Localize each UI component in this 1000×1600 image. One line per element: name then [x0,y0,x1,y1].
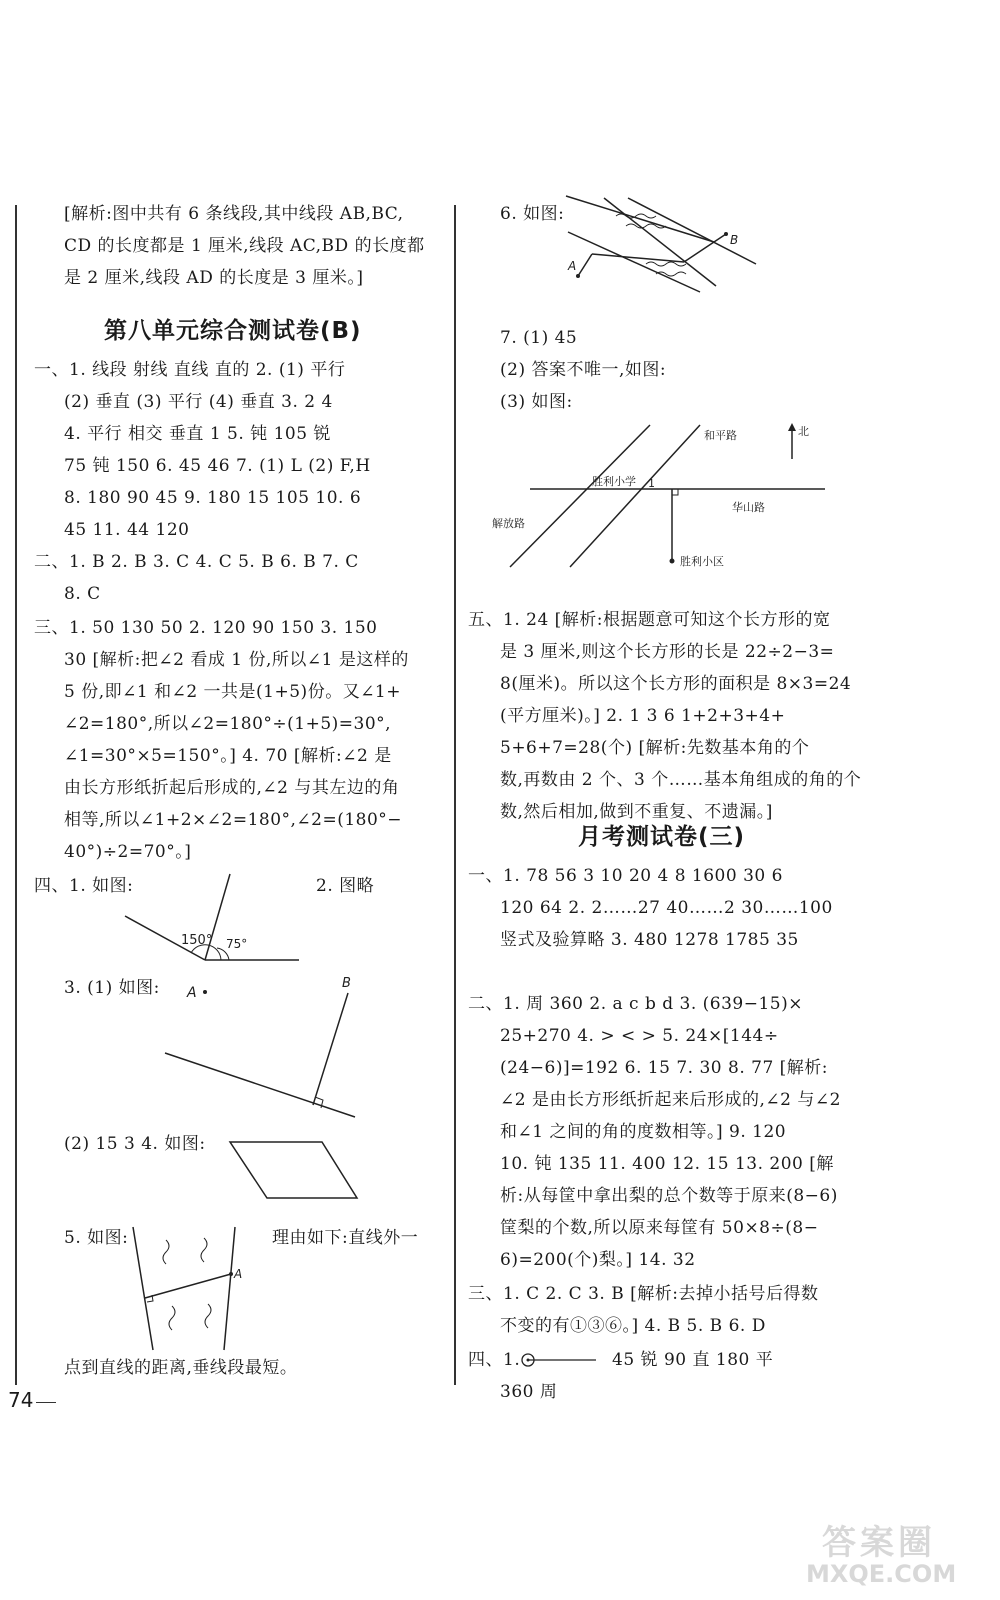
q4-3b-label: (2) 15 3 4. 如图: [64,1134,206,1154]
answer-line: 竖式及验算略 3. 480 1278 1785 35 [500,930,799,950]
right-angle-mark [315,1097,323,1108]
road-map-figure [490,415,850,580]
answer-line: 10. 钝 135 11. 400 12. 15 13. 200 [解 [500,1154,834,1174]
school-label: 胜利小学 [592,475,636,488]
river-line-2 [614,192,728,282]
answer-line: 不变的有①③⑥。] 4. B 5. B 6. D [500,1316,766,1336]
water-wave [163,1240,169,1264]
answer-line: ∠1=30°×5=150°。] 4. 70 [解析:∠2 是 [64,746,392,766]
answer-line: 和∠1 之间的角的度数相等。] 9. 120 [500,1122,787,1142]
road-jiefang-label: 解放路 [492,517,525,530]
north-arrow-head [788,423,796,431]
answer-line: 120 64 2. 2……27 40……2 30……100 [500,898,833,918]
answer-line: 6)=200(个)梨。] 14. 32 [500,1250,696,1270]
point-a-dot [229,1272,233,1276]
answer-line: 筐梨的个数,所以原来每筐有 50×8÷(8− [500,1218,819,1238]
q4-1-label: 四、1. [468,1350,521,1370]
answer-line: 25+270 4. > < > 5. 24×[144÷ [500,1026,779,1046]
right-angle-mark [672,489,678,495]
answer-line: 45 11. 44 120 [64,520,190,540]
path-a-to-bank [578,254,592,276]
water-wave [169,1306,175,1330]
page-number-rule [36,1402,56,1403]
angle-label-150: 150° [181,933,213,948]
column-divider [454,205,456,1385]
river-line-3 [566,242,588,245]
section-title-unit8: 第八单元综合测试卷(B) [104,318,362,344]
answer-line: (24−6)]=192 6. 15 7. 30 8. 77 [解析: [500,1058,829,1078]
answer-line: ∠2 是由长方形纸折起来后形成的,∠2 与∠2 [500,1090,841,1110]
point-a-label: A [234,1267,243,1281]
q5-line: 是 3 厘米,则这个长方形的长是 22÷2−3= [500,642,835,662]
path-bridge [592,254,684,262]
point-a-label: A [568,259,577,273]
q4-1-last: 360 周 [500,1382,558,1402]
river-bank-upper [566,196,714,242]
q5-line: (平方厘米)。] 2. 1 3 6 1+2+3+4+ [500,706,786,726]
q5-line: 5+6+7=28(个) [解析:先数基本角的个 [500,738,810,758]
answer-line: 一、1. 线段 射线 直线 直的 2. (1) 平行 [34,360,346,380]
q5-line: 数,然后相加,做到不重复、不遗漏。] [500,802,773,822]
answer-line: (2) 垂直 (3) 平行 (4) 垂直 3. 2 4 [64,392,333,412]
road-jiefang [510,425,650,567]
answer-line: 5 份,即∠1 和∠2 一共是(1+5)份。又∠1+ [64,682,401,702]
river-bank-right [224,1227,235,1350]
answer-line: 4. 平行 相交 垂直 1 5. 钝 105 锐 [64,424,331,444]
answer-line: 一、1. 78 56 3 10 20 4 8 1600 30 6 [468,866,783,886]
q4-5-reason: 理由如下:直线外一 [272,1228,419,1248]
answer-line: 40°)÷2=70°。] [64,842,192,862]
road-heping-label: 和平路 [704,429,737,442]
point-a-dot [203,990,207,994]
point-a-label: A [187,985,197,1001]
q6-label: 6. 如图: [500,204,565,224]
river-bank-left [133,1227,153,1350]
ray-symbol [520,1350,600,1370]
parallelogram-figure [227,1138,362,1203]
angle-label-75: 75° [226,937,248,951]
left-margin-rule [15,205,17,1385]
q7-line: 7. (1) 45 [500,328,578,348]
q4-3-label: 3. (1) 如图: [64,978,160,998]
point-b-dot [724,232,728,236]
q4-5-end: 点到直线的距离,垂线段最短。 [64,1358,298,1378]
point-b-label: B [730,233,739,247]
q4-1-label: 四、1. 如图: [34,876,134,896]
angle-1-label: 1 [648,477,655,490]
q4-1-values: 45 锐 90 直 180 平 [612,1350,774,1370]
answer-line: 二、1. 周 360 2. a c b d 3. (639−15)× [468,994,803,1014]
river-line-1 [604,198,716,286]
point-b-label: B [342,976,351,991]
parallelogram [230,1142,357,1198]
answer-line: 由长方形纸折起后形成的,∠2 与其左边的角 [64,778,400,798]
q5-line: 8(厘米)。所以这个长方形的面积是 8×3=24 [500,674,852,694]
q4-2-label: 2. 图略 [316,876,375,896]
answer-line: 30 [解析:把∠2 看成 1 份,所以∠1 是这样的 [64,650,409,670]
angle-figure [125,868,325,968]
river-crossing-figure [566,190,766,295]
answer-line: 75 钝 150 6. 45 46 7. (1) L (2) F,H [64,456,371,476]
water-wave [646,262,686,266]
community-label: 胜利小区 [680,555,724,568]
answer-line: 三、1. C 2. C 3. B [解析:去掉小括号后得数 [468,1284,819,1304]
q7-line: (2) 答案不唯一,如图: [500,360,667,380]
perpendicular-segment [313,993,348,1105]
answer-line: 8. 180 90 45 9. 180 15 105 10. 6 [64,488,362,508]
left-intro-line: 是 2 厘米,线段 AD 的长度是 3 厘米。] [64,268,364,288]
point-a-dot [576,274,580,278]
river-figure [128,1222,258,1352]
answer-line: 相等,所以∠1+2×∠2=180°,∠2=(180°− [64,810,403,830]
community-dot [670,559,675,564]
q4-5-label: 5. 如图: [64,1228,129,1248]
perpendicular-figure [160,975,360,1125]
answer-line: 三、1. 50 130 50 2. 120 90 150 3. 150 [34,618,378,638]
page-number: 74 [8,1388,34,1412]
left-intro-line: [解析:图中共有 6 条线段,其中线段 AB,BC, [64,204,404,224]
q5-line: 数,再数由 2 个、3 个……基本角组成的角的个 [500,770,862,790]
watermark-logo-text: 答案圈 [822,1523,936,1563]
answer-line: 8. C [64,584,101,604]
q7-line: (3) 如图: [500,392,573,412]
watermark-url: MXQE.COM [806,1560,957,1588]
section-title-monthly-test: 月考测试卷(三) [578,824,746,850]
shortest-segment [145,1274,231,1298]
road-huashan-label: 华山路 [732,501,765,514]
answer-line: ∠2=180°,所以∠2=180°÷(1+5)=30°, [64,714,392,734]
north-label: 北 [798,425,809,438]
answer-line: 析:从每筐中拿出梨的总个数等于原来(8−6) [500,1186,838,1206]
water-wave [205,1304,211,1328]
water-wave [201,1238,207,1262]
answer-line: 二、1. B 2. B 3. C 4. C 5. B 6. B 7. C [34,552,359,572]
road-heping [570,425,700,567]
q5-line: 五、1. 24 [解析:根据题意可知这个长方形的宽 [468,610,831,630]
left-intro-line: CD 的长度都是 1 厘米,线段 AC,BD 的长度都 [64,236,425,256]
